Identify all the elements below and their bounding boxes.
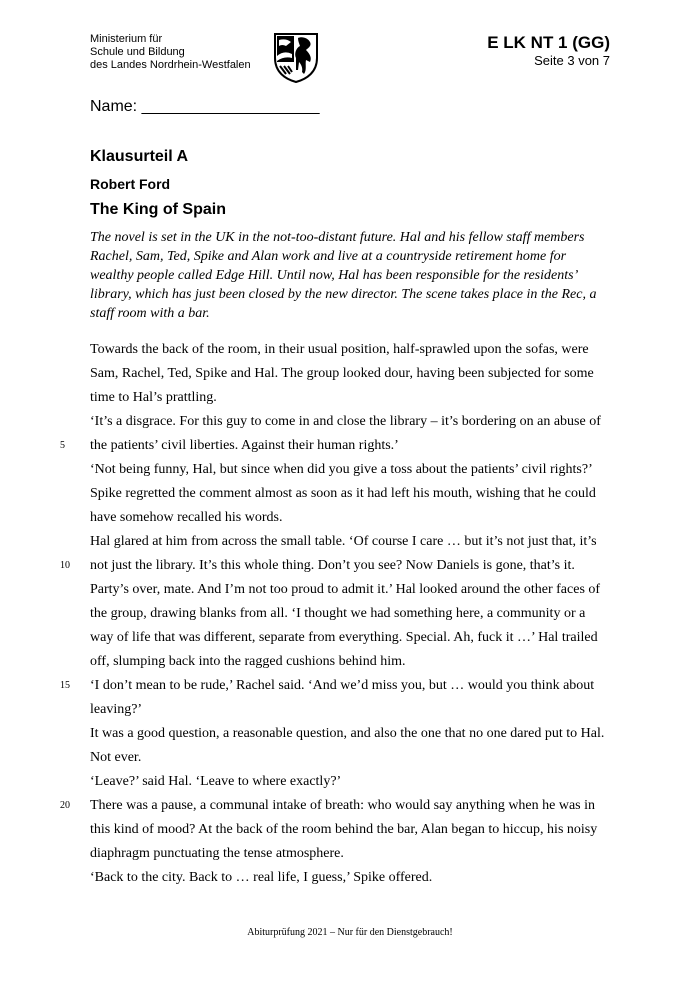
text-line [90,386,630,410]
text-line [90,338,630,362]
line-text: Towards the back of the room, in their usual position, half-sprawled upon the sofas, were [90,342,589,357]
ministry-name [90,33,251,72]
text-line [90,722,630,746]
page-info: Seite 3 von 7 [534,53,610,68]
ministry-line: Schule und Bildung [90,46,185,58]
text-line [90,626,630,650]
line-number: 5 [60,440,65,451]
text-line [90,506,630,530]
text-line [60,674,630,698]
coat-of-arms-icon [272,32,320,84]
line-text: ‘Leave?’ said Hal. ‘Leave to where exactly?’ [90,774,342,789]
intro-line: library, which has just been closed by the new director. The scene takes place in the Rec, a [90,287,597,302]
line-number: 20 [60,800,70,811]
line-text: way of life that was different, separate from everything. Special. Ah, fuck it …’ Hal trailed [90,630,598,645]
line-text: leaving?’ [90,702,143,717]
intro-line: wealthy people called Edge Hill. Until now, Hal has been responsible for the residents’ [90,268,579,283]
line-text: diaphragm punctuating the tense atmosphere. [90,846,344,861]
line-text: time to Hal’s prattling. [90,390,217,405]
text-line [90,770,630,794]
line-text: Not ever. [90,750,142,765]
text-line [90,530,630,554]
exam-code: E LK NT 1 (GG) [487,33,610,52]
body-text [60,338,630,890]
line-text: have somehow recalled his words. [90,510,283,525]
text-line [90,866,630,890]
line-text: Hal glared at him from across the small table. ‘Of course I care … but it’s not just that, it’s [90,534,597,549]
text-line [90,602,630,626]
ministry-line: des Landes Nordrhein-Westfalen [90,59,251,71]
text-line [90,458,630,482]
text-line [90,482,630,506]
line-text: ‘It’s a disgrace. For this guy to come in and close the library – it’s bordering on an abuse of [90,414,601,429]
text-line [60,554,630,578]
line-text: not just the library. It’s this whole thing. Don’t you see? Now Daniels is gone, that’s it. [90,558,575,573]
line-text: ‘I don’t mean to be rude,’ Rachel said. ‘And we’d miss you, but … would you think about [90,678,595,693]
ministry-line: Ministerium für [90,33,163,45]
text-line [90,818,630,842]
line-number: 15 [60,680,70,691]
line-text: Sam, Rachel, Ted, Spike and Hal. The group looked dour, having been subjected for some [90,366,594,381]
line-text: the patients’ civil liberties. Against their human rights.’ [90,438,399,453]
text-line [90,842,630,866]
line-text: It was a good question, a reasonable question, and also the one that no one dared put to Hal. [90,726,605,741]
line-text: ‘Not being funny, Hal, but since when did you give a toss about the patients’ civil rights?’ [90,462,593,477]
text-line [90,650,630,674]
name-field: Name: ____________________ [90,98,320,115]
text-line [90,362,630,386]
text-line [90,698,630,722]
book-title: The King of Spain [90,201,226,218]
line-text: off, slumping back into the ragged cushions behind him. [90,654,406,669]
line-text: this kind of mood? At the back of the room behind the bar, Alan began to hiccup, his noisy [90,822,598,837]
line-text: There was a pause, a communal intake of breath: who would say anything when he was in [90,798,596,813]
intro-line: Rachel, Sam, Ted, Spike and Alan work and live at a countryside retirement home for [90,249,567,264]
line-text: the group, drawing blanks from all. ‘I thought we had something here, a community or a [90,606,586,621]
line-number: 10 [60,560,70,571]
footer-note: Abiturprüfung 2021 – Nur für den Dienstgebrauch! [247,927,453,938]
intro-line: The novel is set in the UK in the not-too-distant future. Hal and his fellow staff members [90,230,585,245]
line-text: Party’s over, mate. And I’m not too proud to admit it.’ Hal looked around the other faces of [90,582,601,597]
author: Robert Ford [90,176,171,192]
intro-line: staff room with a bar. [90,306,210,321]
text-line [90,746,630,770]
exam-identifier [487,33,610,68]
text-line [90,410,630,434]
text-line [60,434,630,458]
text-line [60,794,630,818]
section-title: Klausurteil A [90,148,189,165]
text-line [90,578,630,602]
line-text: ‘Back to the city. Back to … real life, I guess,’ Spike offered. [90,870,433,885]
line-text: Spike regretted the comment almost as soon as it had left his mouth, wishing that he could [90,486,596,501]
intro-text [90,228,620,323]
